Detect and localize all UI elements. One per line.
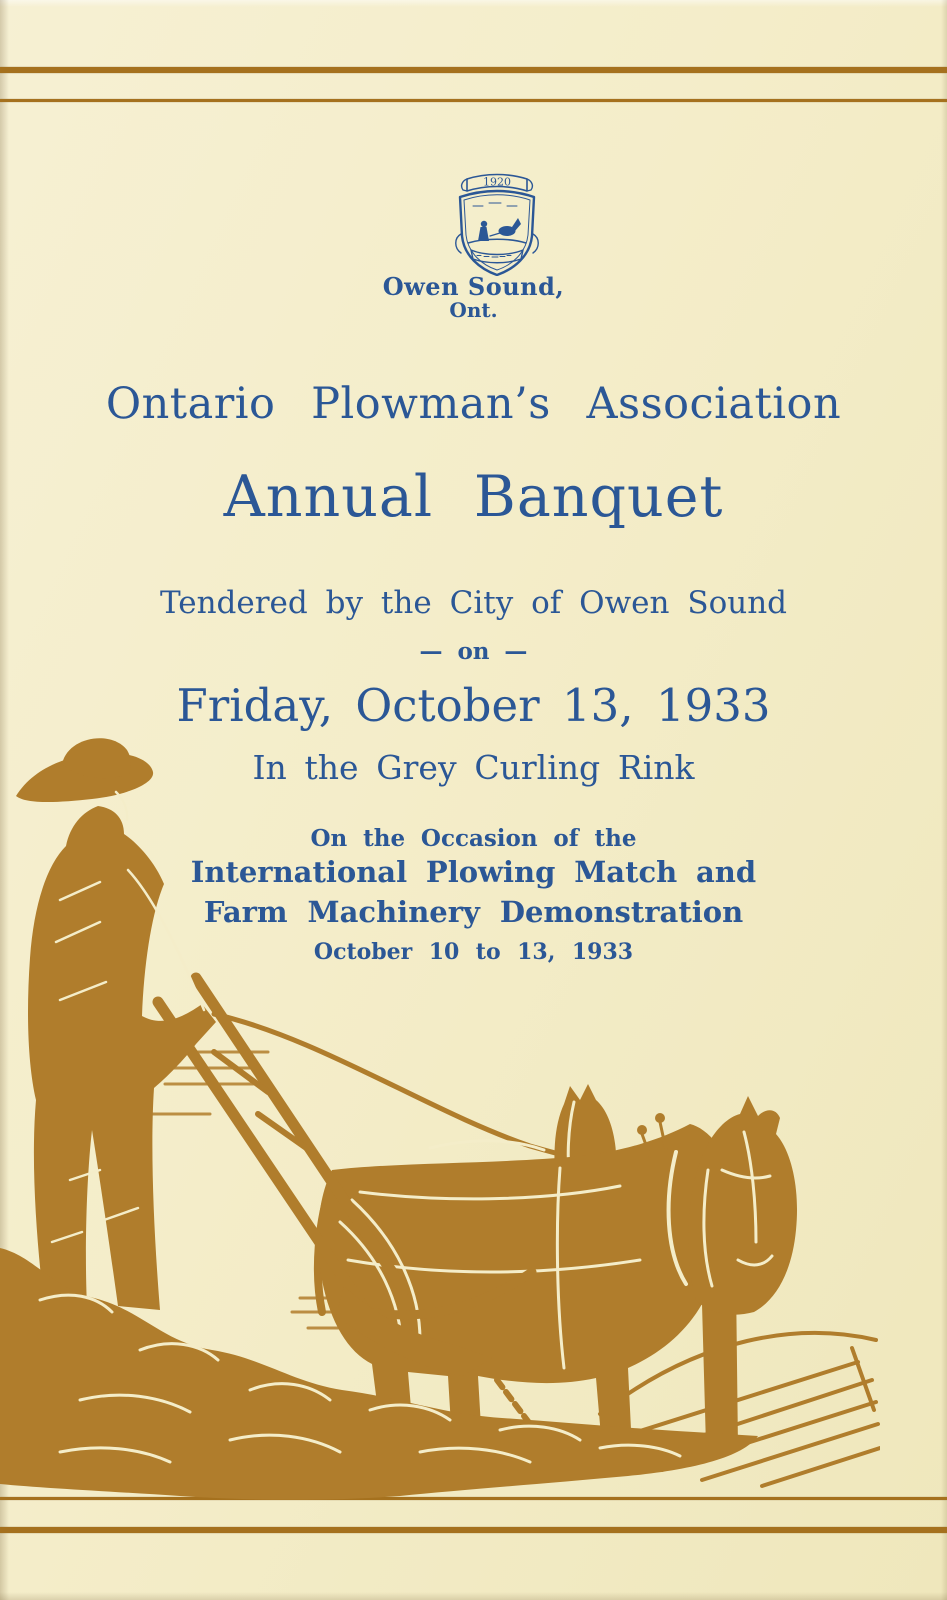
crest-shield	[460, 191, 534, 275]
paper-edge-right	[941, 0, 947, 1600]
paper-edge-top	[0, 0, 947, 7]
crest-year: 1920	[483, 175, 511, 189]
occasion-intro: On the Occasion of the	[310, 825, 637, 852]
occasion-line2: Farm Machinery Demonstration	[203, 895, 744, 929]
event-venue: In the Grey Curling Rink	[252, 748, 695, 787]
crest-city-label: Owen Sound,	[382, 272, 565, 301]
event-date: Friday, October 13, 1933	[176, 679, 771, 732]
plowman-horses-illustration-icon	[0, 700, 880, 1500]
occasion-dates: October 10 to 13, 1933	[313, 939, 634, 965]
event-title: Annual Banquet	[223, 464, 724, 530]
owen-sound-crest-icon	[449, 170, 545, 276]
on-divider: — on —	[419, 638, 528, 665]
farmer-figure	[16, 738, 216, 1324]
crest-province-label: Ont.	[449, 298, 498, 322]
top-border-rule-thin	[0, 99, 947, 102]
top-border-rule-thick	[0, 67, 947, 73]
tendered-by-line: Tendered by the City of Owen Sound	[159, 585, 788, 621]
paper-edge-bottom	[0, 1592, 947, 1600]
organization-title: Ontario Plowman’s Association	[105, 379, 842, 429]
bottom-border-rule-thick	[0, 1527, 947, 1533]
occasion-line1: International Plowing Match and	[190, 855, 757, 889]
crest-plowman-figure	[481, 221, 487, 227]
